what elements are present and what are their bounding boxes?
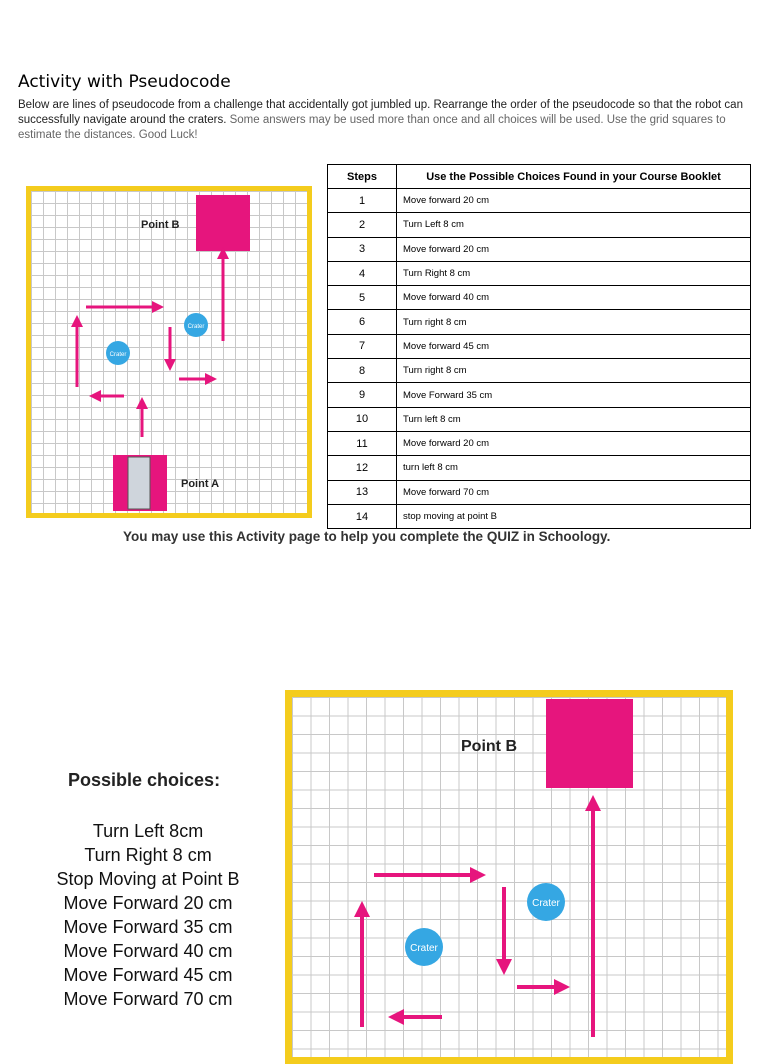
intro-light: Some answers may be used more than once and all choices will be used. Use the grid squares to estimate the distances. Good Luck!	[18, 114, 726, 141]
choice-item: Stop Moving at Point B	[56, 869, 240, 889]
point-b-square	[196, 195, 250, 251]
choices-heading: Possible choices:	[68, 770, 221, 790]
intro-dark: Below are lines of pseudocode from a challenge that accidentally got jumbled up. Rearrange the order of the pseudocode so that the robot can successfully navigate around the craters.	[18, 99, 743, 126]
table-row	[328, 261, 751, 285]
table-row	[328, 383, 751, 407]
point-b-label: Point B	[461, 738, 517, 755]
table-row	[328, 189, 751, 213]
step-text: Move forward 20 cm	[397, 189, 751, 213]
choices-header: Use the Possible Choices Found in your Course Booklet	[397, 165, 751, 189]
steps-table	[327, 164, 751, 529]
step-number: 3	[328, 237, 397, 261]
step-text: Move forward 45 cm	[397, 334, 751, 358]
table-row	[328, 480, 751, 504]
robot-image	[128, 457, 150, 509]
intro-text	[18, 98, 748, 143]
navigation-map	[26, 186, 312, 518]
table-row	[328, 456, 751, 480]
choice-item: Move Forward 45 cm	[63, 965, 233, 985]
step-text: Move forward 70 cm	[397, 480, 751, 504]
step-number: 6	[328, 310, 397, 334]
table-row	[328, 286, 751, 310]
step-text: Turn right 8 cm	[397, 359, 751, 383]
quiz-note: You may use this Activity page to help you complete the QUIZ in Schoology.	[123, 529, 611, 544]
step-text: Turn left 8 cm	[397, 407, 751, 431]
step-number: 13	[328, 480, 397, 504]
choice-item: Turn Right 8 cm	[84, 845, 212, 865]
step-number: 10	[328, 407, 397, 431]
choice-item: Move Forward 35 cm	[63, 917, 233, 937]
path-arrows	[362, 803, 593, 1037]
step-text: Turn Left 8 cm	[397, 213, 751, 237]
step-number: 8	[328, 359, 397, 383]
table-row	[328, 237, 751, 261]
point-a-label: Point A	[181, 478, 220, 490]
steps-header: Steps	[328, 165, 397, 189]
crater-1-label: Crater	[187, 324, 205, 330]
table-row	[328, 310, 751, 334]
choice-item: Turn Left 8cm	[92, 821, 204, 841]
step-number: 1	[328, 189, 397, 213]
path-arrows	[77, 253, 223, 437]
table-row	[328, 407, 751, 431]
step-number: 7	[328, 334, 397, 358]
point-b-label: Point B	[141, 219, 180, 231]
step-number: 12	[328, 456, 397, 480]
choice-item: Move Forward 20 cm	[63, 893, 233, 913]
table-row	[328, 213, 751, 237]
step-number: 4	[328, 261, 397, 285]
table-row	[328, 334, 751, 358]
step-text: Move forward 40 cm	[397, 286, 751, 310]
table-row	[328, 504, 751, 528]
step-text: turn left 8 cm	[397, 456, 751, 480]
choice-item: Move Forward 40 cm	[63, 941, 233, 961]
point-b-square	[546, 699, 633, 788]
step-text: Move forward 20 cm	[397, 237, 751, 261]
choice-item: Move Forward 70 cm	[63, 989, 233, 1009]
crater-2-label: Crater	[109, 352, 127, 358]
table-row	[328, 431, 751, 455]
crater-2-label: Crater	[410, 943, 438, 954]
activity-title: Activity with Pseudocode	[18, 72, 231, 92]
step-number: 14	[328, 504, 397, 528]
crater-1-label: Crater	[532, 898, 560, 909]
step-number: 11	[328, 431, 397, 455]
step-number: 9	[328, 383, 397, 407]
step-text: Turn right 8 cm	[397, 310, 751, 334]
possible-choices	[28, 770, 268, 1011]
step-text: Turn Right 8 cm	[397, 261, 751, 285]
step-text: stop moving at point B	[397, 504, 751, 528]
navigation-map-large	[285, 690, 733, 1064]
table-row	[328, 359, 751, 383]
step-text: Move forward 20 cm	[397, 431, 751, 455]
step-text: Move Forward 35 cm	[397, 383, 751, 407]
step-number: 2	[328, 213, 397, 237]
step-number: 5	[328, 286, 397, 310]
